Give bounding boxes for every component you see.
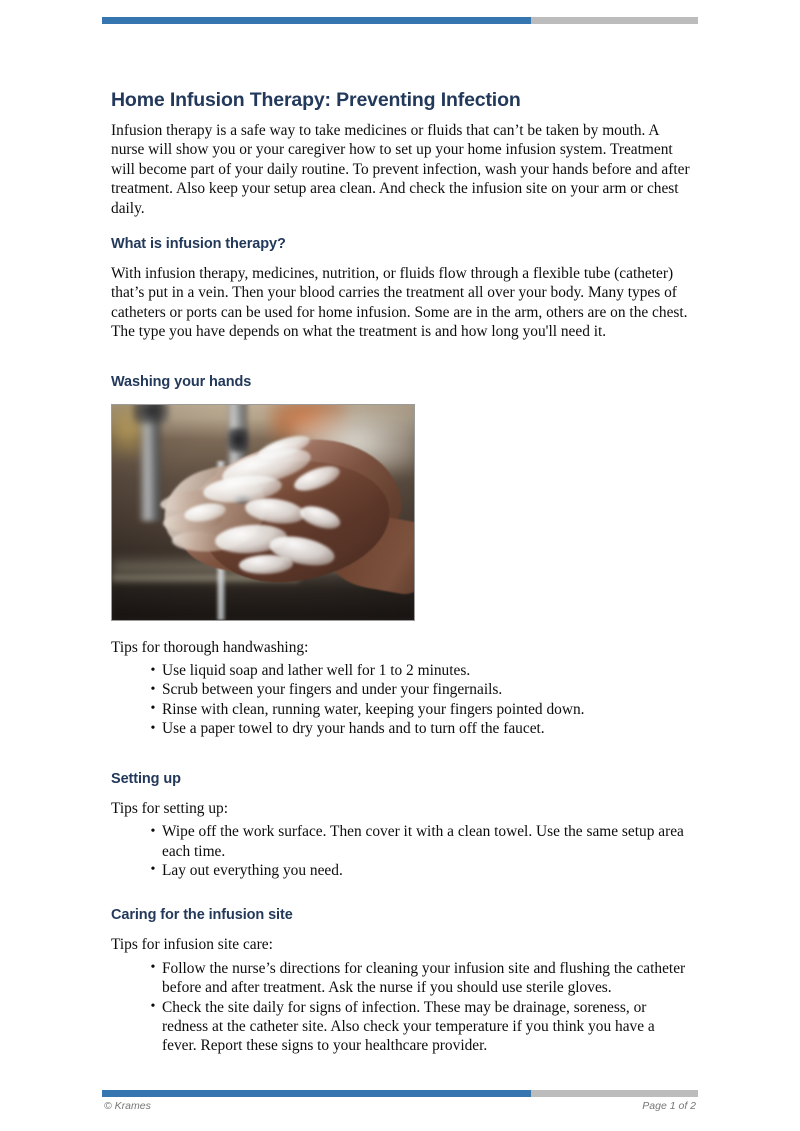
page-title: Home Infusion Therapy: Preventing Infection — [111, 89, 521, 111]
footer — [104, 1100, 696, 1112]
infusion-site-tips-intro: Tips for infusion site care: — [111, 936, 273, 954]
list-item: • Check the site daily for signs of infection. These may be drainage, soreness, or redness at the catheter site. Also check your temperature if you think you have a fever. Report these signs to your healthcare provider. — [151, 998, 691, 1056]
list-item: • Rinse with clean, running water, keeping your fingers pointed down. — [151, 700, 691, 719]
header-rule-gray-segment — [531, 17, 698, 24]
spacer — [111, 880, 691, 906]
list-item: • Use liquid soap and lather well for 1 to 2 minutes. — [151, 661, 691, 680]
section-heading-setting-up: Setting up — [111, 770, 181, 787]
document-content — [111, 88, 691, 1056]
setting-up-tips-intro: Tips for setting up: — [111, 799, 229, 817]
header-rule-blue-segment — [102, 17, 531, 24]
section-heading-washing-your-hands: Washing your hands — [111, 373, 252, 390]
spacer — [111, 789, 691, 799]
list-item: • Use a paper towel to dry your hands and to turn off the faucet. — [151, 719, 691, 738]
section-heading-caring-for-the-infusion-site: Caring for the infusion site — [111, 907, 293, 924]
handwashing-photo — [111, 404, 415, 621]
intro-paragraph: Infusion therapy is a safe way to take medicines or fluids that can’t be taken by mouth. A nurse will show you or your caregiver how to set up your home infusion system. Treatment will become part of your daily routine. To prevent infection, wash your hands before and after treatment. Also keep your setup area clean. And check the infusion site on your arm or chest daily. — [111, 122, 690, 217]
spacer — [111, 739, 691, 770]
footer-rule — [102, 1090, 698, 1097]
photo-vignette — [112, 405, 414, 620]
footer-rule-blue-segment — [102, 1090, 531, 1097]
setting-up-tips-list — [111, 822, 691, 880]
list-item: • Follow the nurse’s directions for cleaning your infusion site and flushing the catheter before and after treatment. Ask the nurse if you should use sterile gloves. — [151, 959, 691, 998]
washing-tips-list — [111, 661, 691, 739]
header-rule — [102, 17, 698, 24]
list-item: • Scrub between your fingers and under your fingernails. — [151, 680, 691, 699]
spacer — [111, 621, 691, 638]
footer-rule-gray-segment — [531, 1090, 698, 1097]
infusion-site-tips-list — [111, 959, 691, 1056]
spacer — [111, 342, 691, 373]
list-item: • Lay out everything you need. — [151, 861, 691, 880]
spacer — [111, 218, 691, 235]
spacer — [111, 254, 691, 264]
washing-tips-intro: Tips for thorough handwashing: — [111, 638, 309, 656]
what-is-infusion-therapy-body: With infusion therapy, medicines, nutrition, or fluids flow through a flexible tube (catheter) that’s put in a vein. Then your blood carries the treatment all over your body. Many types of catheters or ports can be used for home infusion. Some are in the arm, others are on the chest. The type you have depends on what the treatment is and how long you'll need it. — [111, 265, 688, 341]
page-number: Page 1 of 2 — [642, 1100, 696, 1112]
handwashing-photo-canvas — [112, 405, 414, 620]
section-heading-what-is-infusion-therapy: What is infusion therapy? — [111, 236, 286, 253]
spacer — [111, 925, 691, 935]
list-item: • Wipe off the work surface. Then cover it with a clean towel. Use the same setup area each time. — [151, 822, 691, 861]
copyright-text: © Krames — [104, 1100, 151, 1112]
